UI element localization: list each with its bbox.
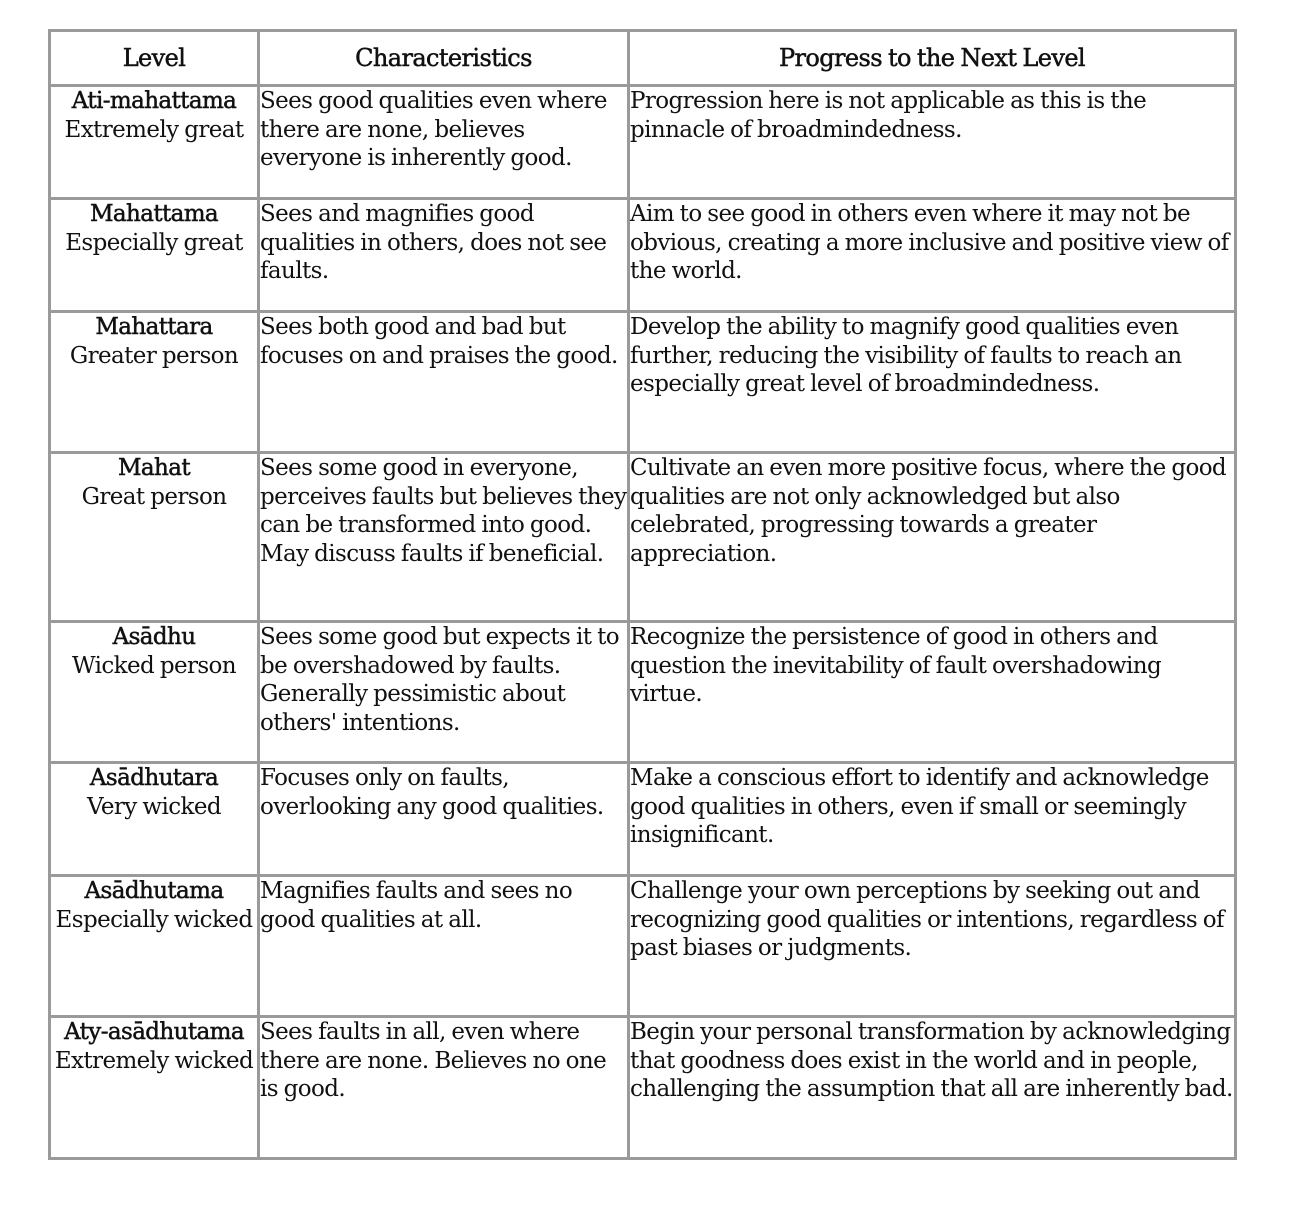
table-row [50,763,1236,876]
level-name: Asādhutara [89,765,219,791]
table-row [50,453,1236,622]
progress-cell: Develop the ability to magnify good qualities even further, reducing the visibility of faults to reach an especially great level of broadmindedness. [629,312,1236,453]
progress-cell: Challenge your own perceptions by seeking out and recognizing good qualities or intentions, regardless of past biases or judgments. [629,876,1236,1017]
level-name: Mahattama [89,201,219,227]
level-cell [50,876,259,1017]
progress-cell: Begin your personal transformation by acknowledging that goodness does exist in the world and in people, challenging the assumption that all are inherently bad. [629,1017,1236,1159]
level-cell [50,1017,259,1159]
level-name: Ati-mahattama [71,88,237,114]
table-row [50,1017,1236,1159]
table-row [50,312,1236,453]
level-name: Mahat [117,455,191,481]
level-gloss: Especially great [65,229,243,256]
characteristics-cell: Sees and magnifies good qualities in others, does not see faults. [259,199,629,312]
level-cell [50,763,259,876]
progress-cell: Make a conscious effort to identify and acknowledge good qualities in others, even if small or seemingly insignificant. [629,763,1236,876]
level-cell [50,312,259,453]
progress-cell: Aim to see good in others even where it may not be obvious, creating a more inclusive and positive view of the world. [629,199,1236,312]
header-level: Level [50,31,259,86]
level-cell [50,86,259,199]
progress-cell: Recognize the persistence of good in others and question the inevitability of fault overshadowing virtue. [629,622,1236,763]
characteristics-cell: Magnifies faults and sees no good qualities at all. [259,876,629,1017]
level-gloss: Greater person [69,342,239,369]
level-name: Asādhu [112,624,196,650]
table-row [50,199,1236,312]
table-row [50,86,1236,199]
header-characteristics: Characteristics [259,31,629,86]
level-name: Asādhutama [84,878,224,904]
header-progress: Progress to the Next Level [629,31,1236,86]
level-gloss: Wicked person [71,652,237,679]
level-name: Mahattara [95,314,213,340]
level-cell [50,622,259,763]
table-row [50,876,1236,1017]
level-gloss: Extremely great [64,116,244,143]
table-row [50,622,1236,763]
level-gloss: Especially wicked [55,906,253,933]
level-cell [50,199,259,312]
characteristics-cell: Sees both good and bad but focuses on and praises the good. [259,312,629,453]
progress-cell: Progression here is not applicable as this is the pinnacle of broadmindedness. [629,86,1236,199]
characteristics-cell: Sees some good but expects it to be overshadowed by faults. Generally pessimistic about others' intentions. [259,622,629,763]
characteristics-cell: Sees good qualities even where there are none, believes everyone is inherently good. [259,86,629,199]
level-gloss: Very wicked [86,793,221,820]
characteristics-cell: Sees faults in all, even where there are none. Believes no one is good. [259,1017,629,1159]
levels-table [48,29,1237,1160]
characteristics-cell: Focuses only on faults, overlooking any good qualities. [259,763,629,876]
level-cell [50,453,259,622]
level-gloss: Extremely wicked [54,1047,254,1074]
characteristics-cell: Sees some good in everyone, perceives faults but believes they can be transformed into good. May discuss faults if beneficial. [259,453,629,622]
progress-cell: Cultivate an even more positive focus, where the good qualities are not only acknowledged but also celebrated, progressing towards a greater appreciation. [629,453,1236,622]
level-name: Aty-asādhutama [64,1019,244,1045]
header-row [50,31,1236,86]
level-gloss: Great person [81,483,227,510]
